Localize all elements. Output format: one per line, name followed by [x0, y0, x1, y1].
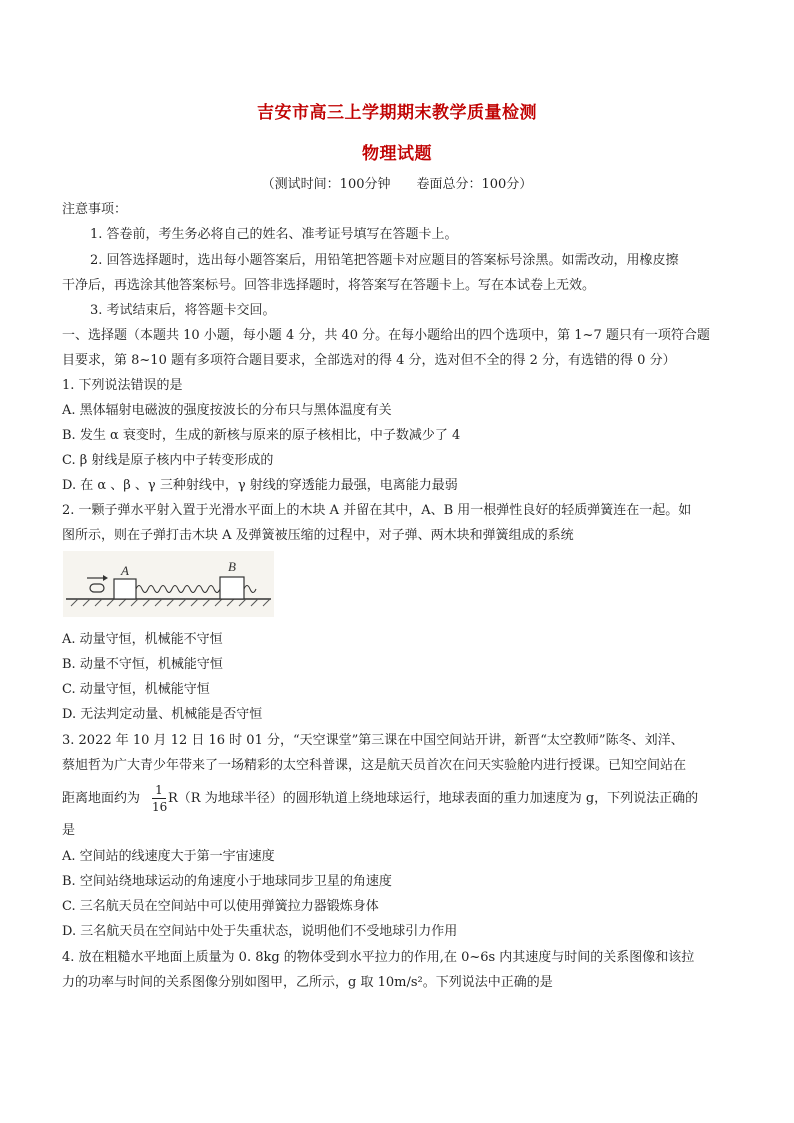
q1-option-b: B. 发生 α 衰变时，生成的新核与原来的原子核相比，中子数减少了 4: [62, 428, 461, 443]
note-1: 1. 答卷前，考生务必将自己的姓名、准考证号填写在答题卡上。: [90, 227, 458, 242]
q3-stem-line-3-pre: 距离地面约为: [62, 791, 141, 806]
notes-heading: 注意事项：: [62, 202, 128, 217]
q4-stem-line-1: 4. 放在粗糙水平地面上质量为 0. 8kg 的物体受到水平拉力的作用,在 0~6s 内其速度与时间的关系图像和该拉: [62, 950, 695, 965]
q3-stem-line-1: 3. 2022 年 10 月 12 日 16 时 01 分，“天空课堂”第三课在中国空间站开讲，新晋“太空教师”陈冬、刘洋、: [62, 733, 684, 748]
q3-stem-line-3-post: R（R 为地球半径）的圆形轨道上绕地球运行，地球表面的重力加速度为 g，下列说法正确的: [168, 791, 699, 806]
q2-option-c: C. 动量守恒，机械能守恒: [62, 682, 210, 697]
note-2-line-1: 2. 回答选择题时，选出每小题答案后，用铅笔把答题卡对应题目的答案标号涂黑。如需改动，用橡皮擦: [90, 253, 679, 268]
q3-fraction: [152, 783, 166, 814]
label-a: A: [121, 563, 129, 578]
q2-stem-line-1: 2. 一颗子弹水平射入置于光滑水平面上的木块 A 并留在其中，A、B 用一根弹性良好的轻质弹簧连在一起。如: [62, 503, 692, 518]
fraction-numerator: 1: [155, 783, 163, 797]
block-b: [220, 577, 244, 599]
exam-subtitle: 物理试题: [362, 144, 432, 164]
q3-option-b: B. 空间站绕地球运动的角速度小于地球同步卫星的角速度: [62, 874, 392, 889]
q1-option-c: C. β 射线是原子核内中子转变形成的: [62, 453, 274, 468]
label-b: B: [228, 559, 236, 574]
note-2-line-2: 干净后，再选涂其他答案标号。回答非选择题时，将答案写在答题卡上。写在本试卷上无效。: [62, 278, 596, 293]
block-a: [114, 579, 136, 599]
fraction-denominator: 16: [152, 800, 168, 814]
q2-option-d: D. 无法判定动量、机械能是否守恒: [62, 707, 263, 722]
bullet: [90, 584, 104, 592]
q2-stem-line-2: 图所示，则在子弹打击木块 A 及弹簧被压缩的过程中，对子弹、两木块和弹簧组成的系统: [62, 528, 574, 543]
q2-option-b: B. 动量不守恒，机械能守恒: [62, 657, 223, 672]
exam-title: 吉安市高三上学期期末教学质量检测: [257, 103, 537, 123]
q3-option-d: D. 三名航天员在空间站中处于失重状态，说明他们不受地球引力作用: [62, 924, 458, 939]
note-3: 3. 考试结束后，将答题卡交回。: [90, 303, 276, 318]
spring-blocks-diagram: [63, 551, 274, 617]
q1-stem: 1. 下列说法错误的是: [62, 378, 183, 393]
q3-stem-line-4: 是: [62, 823, 76, 838]
section-1-instructions-line-1: 一、选择题（本题共 10 小题，每小题 4 分，共 40 分。在每小题给出的四个选项中，第 1~7 题只有一项符合题: [62, 328, 710, 343]
q3-option-a: A. 空间站的线速度大于第一宇宙速度: [62, 849, 275, 864]
q2-figure: [63, 551, 274, 617]
ground-hatching: [71, 599, 270, 606]
q1-option-a: A. 黑体辐射电磁波的强度按波长的分布只与黑体温度有关: [62, 403, 392, 418]
q3-option-c: C. 三名航天员在空间站中可以使用弹簧拉力器锻炼身体: [62, 899, 379, 914]
q3-stem-line-2: 蔡旭哲为广大青少年带来了一场精彩的太空科普课，这是航天员首次在问天实验舱内进行授课。已知空间站在: [62, 758, 687, 773]
exam-info: （测试时间：100分钟 卷面总分：100分）: [261, 177, 533, 192]
section-1-instructions-line-2: 目要求，第 8~10 题有多项符合题目要求，全部选对的得 4 分，选对但不全的得 2 分，有选错的得 0 分）: [62, 353, 676, 368]
q1-option-d: D. 在 α 、β 、γ 三种射线中，γ 射线的穿透能力最强，电离能力最弱: [62, 478, 458, 493]
q2-option-a: A. 动量守恒，机械能不守恒: [62, 632, 223, 647]
q4-stem-line-2: 力的功率与时间的关系图像分别如图甲，乙所示，g 取 10m/s²。下列说法中正确的是: [62, 975, 553, 990]
